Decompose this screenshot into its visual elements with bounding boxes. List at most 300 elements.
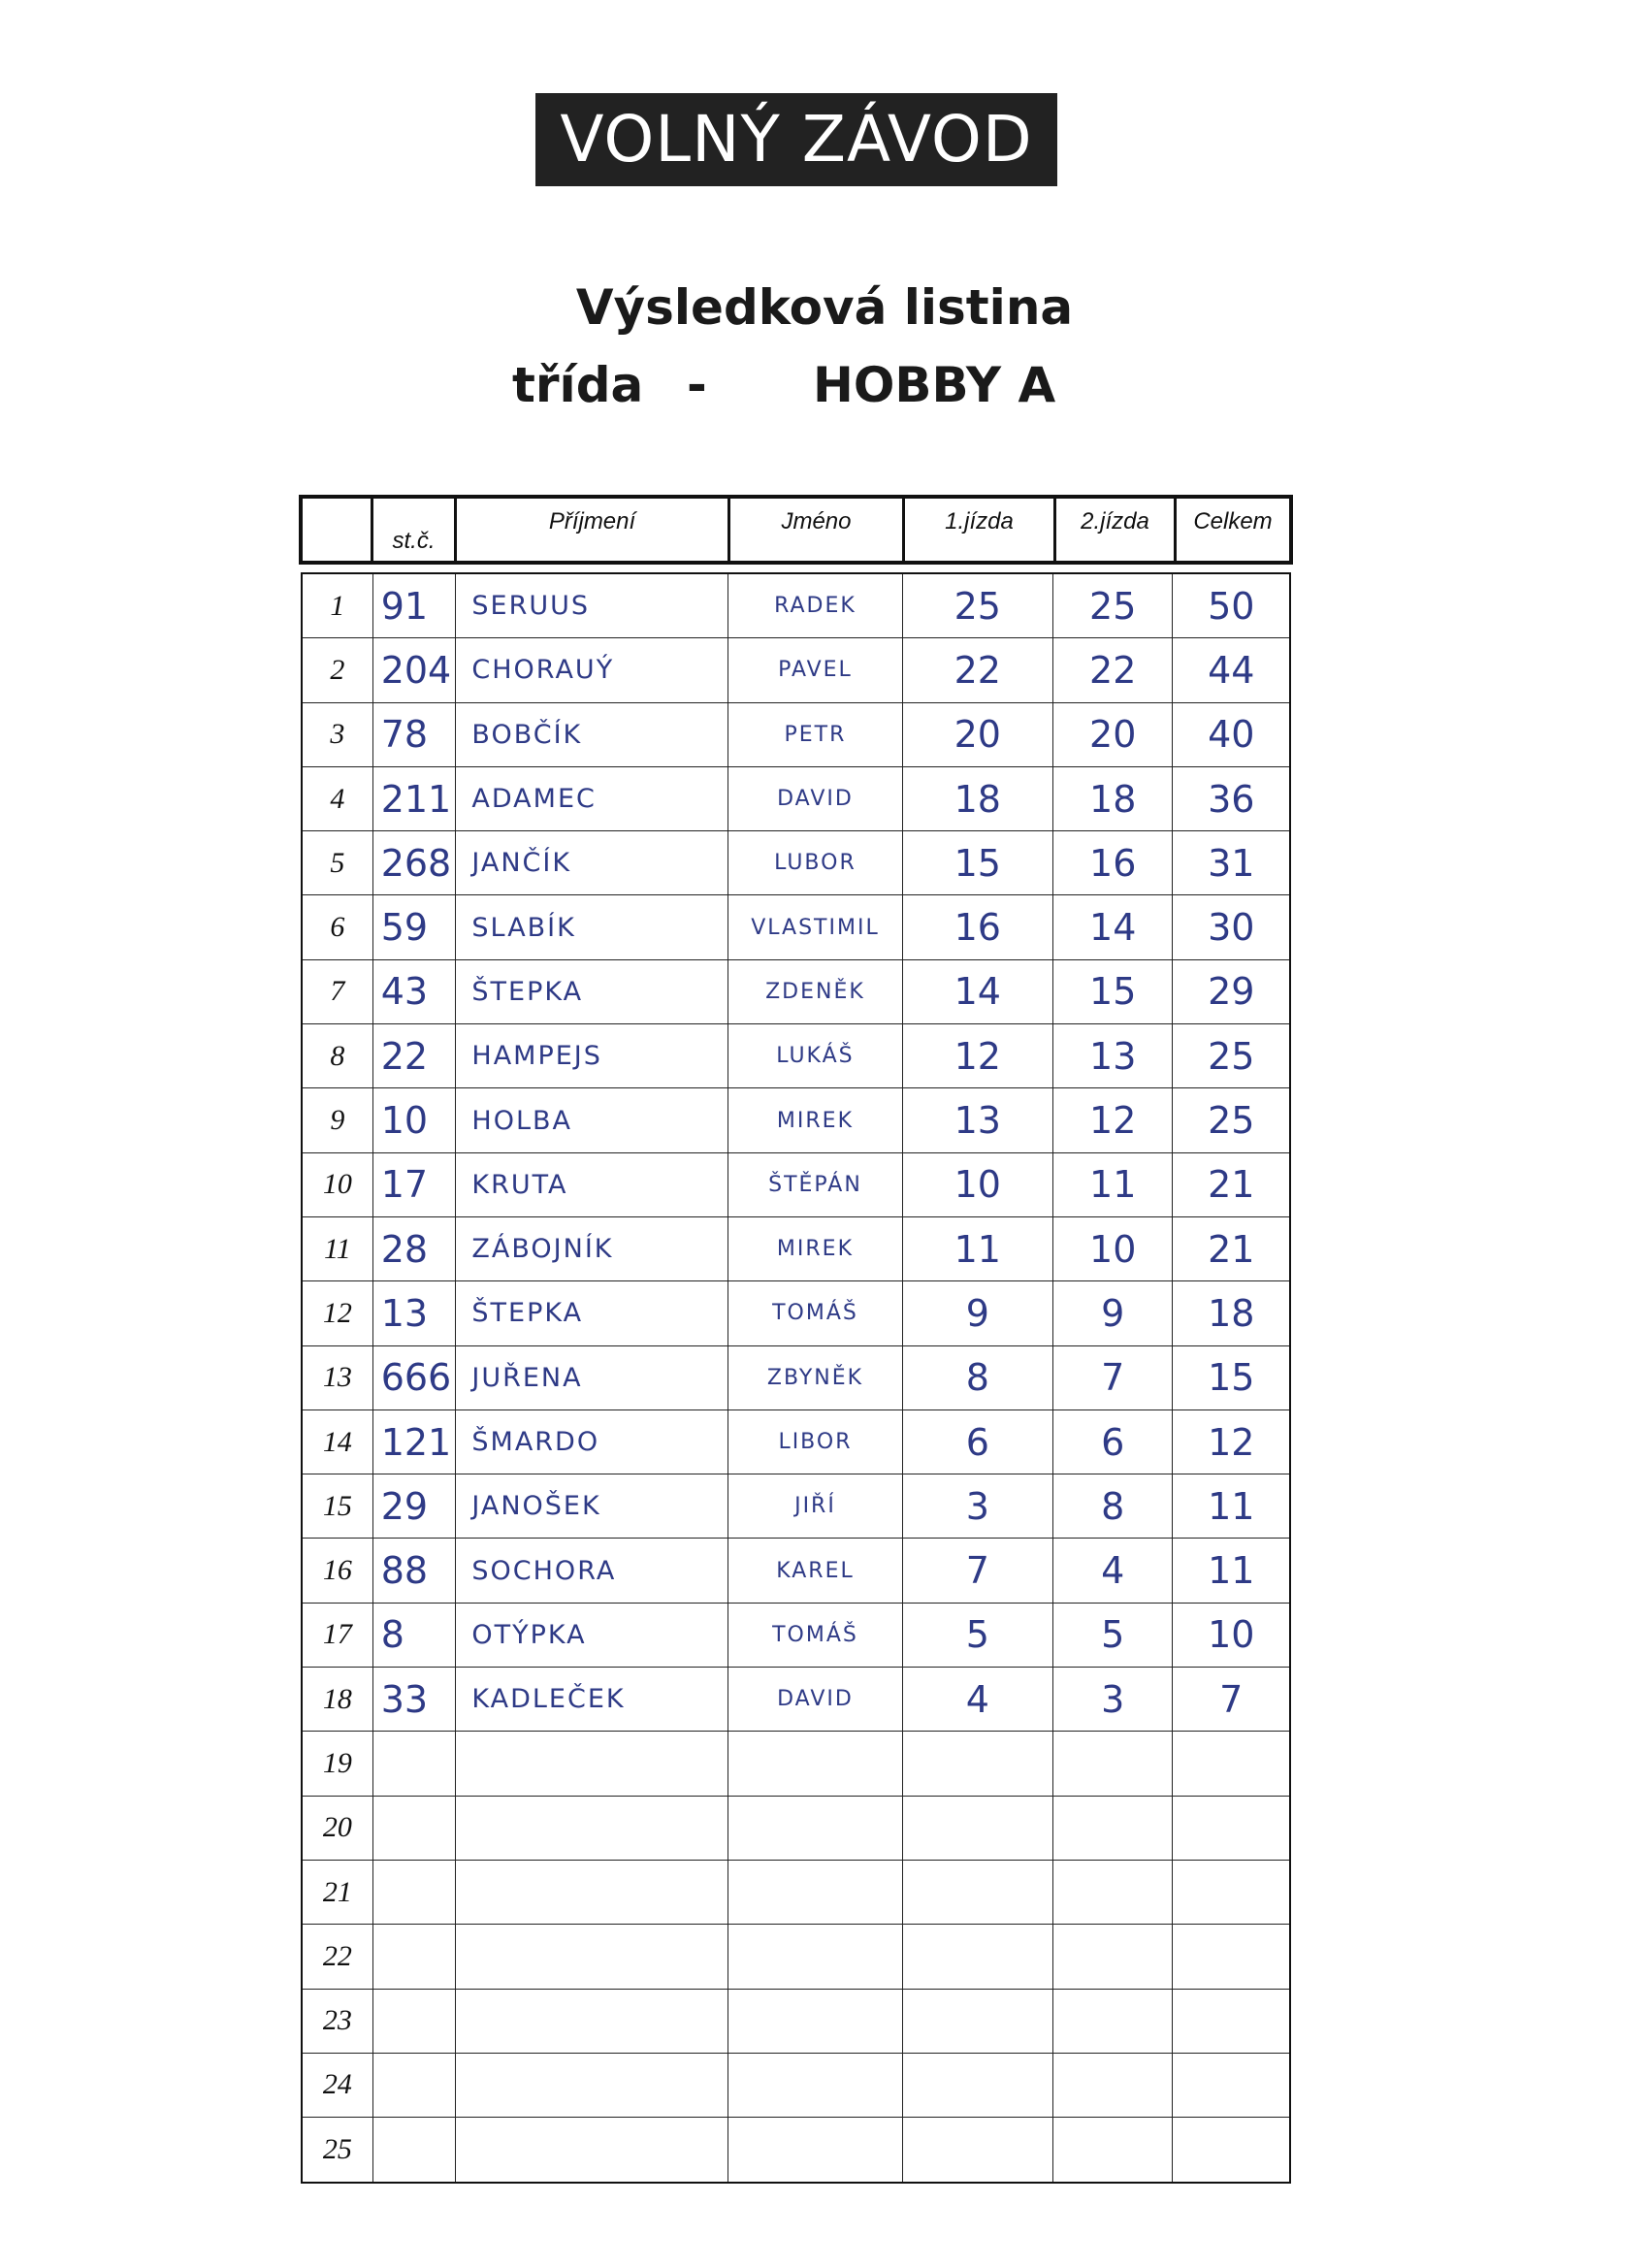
start-number-cell <box>372 1604 456 1667</box>
total-value: 50 <box>1208 584 1255 628</box>
first-name-value: KAREL <box>776 1558 855 1583</box>
ride-2-value: 11 <box>1089 1163 1137 1207</box>
start-number-cell <box>372 1410 456 1474</box>
ride-2-value: 15 <box>1089 970 1137 1014</box>
start-number-cell <box>372 767 456 830</box>
table-row <box>303 1990 1289 2054</box>
start-number-value: 33 <box>380 1677 429 1721</box>
ride-2-value: 8 <box>1101 1484 1125 1528</box>
ride-1-cell <box>902 1088 1052 1151</box>
ride-1-cell <box>902 1861 1052 1924</box>
header-ride-2: 2.jízda <box>1053 499 1174 561</box>
first-name-cell <box>728 1604 901 1667</box>
position-cell: 19 <box>322 1746 352 1779</box>
position-cell: 17 <box>322 1618 352 1651</box>
ride-1-value: 25 <box>954 584 1001 628</box>
total-value: 31 <box>1208 841 1255 885</box>
position-cell: 9 <box>330 1104 345 1137</box>
ride-1-cell <box>902 574 1052 637</box>
first-name-cell <box>728 1088 901 1151</box>
first-name-cell <box>728 1861 901 1924</box>
ride-2-cell <box>1052 1024 1173 1087</box>
surname-cell <box>455 1797 728 1860</box>
surname-cell <box>455 638 728 701</box>
table-row <box>303 638 1289 702</box>
total-value: 30 <box>1208 906 1255 950</box>
total-cell <box>1172 1153 1289 1216</box>
ride-2-value: 13 <box>1089 1034 1137 1078</box>
ride-1-value: 3 <box>965 1484 989 1528</box>
surname-value: HAMPEJS <box>471 1041 602 1072</box>
total-cell <box>1172 895 1289 958</box>
position-cell: 22 <box>322 1939 352 1972</box>
surname-cell <box>455 1990 728 2053</box>
total-cell <box>1172 1474 1289 1538</box>
ride-2-value: 14 <box>1089 906 1137 950</box>
start-number-value: 10 <box>380 1099 429 1143</box>
ride-1-value: 9 <box>965 1291 989 1335</box>
surname-cell <box>455 1668 728 1731</box>
start-number-cell <box>372 1281 456 1345</box>
position-cell: 1 <box>330 589 345 622</box>
ride-2-cell <box>1052 1346 1173 1409</box>
total-cell <box>1172 1861 1289 1924</box>
ride-1-value: 8 <box>965 1356 989 1400</box>
ride-2-value: 5 <box>1101 1613 1125 1657</box>
table-row <box>303 1217 1289 1281</box>
first-name-value: DAVID <box>777 1687 854 1712</box>
first-name-value: JIŘÍ <box>794 1494 836 1519</box>
start-number-value: 8 <box>380 1613 404 1657</box>
start-number-cell <box>372 1668 456 1731</box>
start-number-cell <box>372 831 456 894</box>
first-name-value: LUBOR <box>774 851 857 876</box>
table-row <box>303 1539 1289 1603</box>
first-name-value: TOMÁŠ <box>772 1622 858 1647</box>
first-name-cell <box>728 1668 901 1731</box>
first-name-cell <box>728 2054 901 2117</box>
total-cell <box>1172 767 1289 830</box>
first-name-value: ŠTĚPÁN <box>768 1172 862 1197</box>
start-number-cell <box>372 1990 456 2053</box>
table-row <box>303 574 1289 638</box>
document-title: Výsledková listina <box>575 279 1074 336</box>
header-position <box>303 499 371 561</box>
first-name-value: ZDENĚK <box>765 979 865 1004</box>
ride-1-cell <box>902 1604 1052 1667</box>
start-number-value: 666 <box>380 1356 452 1400</box>
position-cell: 13 <box>322 1361 352 1394</box>
ride-1-cell <box>902 1732 1052 1795</box>
table-row <box>303 1861 1289 1925</box>
surname-cell <box>455 1217 728 1280</box>
total-cell <box>1172 1346 1289 1409</box>
surname-cell <box>455 2118 728 2182</box>
header-total: Celkem <box>1174 499 1289 561</box>
first-name-value: PETR <box>784 722 847 747</box>
ride-2-cell <box>1052 1153 1173 1216</box>
header-ride-1: 1.jízda <box>902 499 1053 561</box>
first-name-value: MIREK <box>776 1108 855 1133</box>
position-cell: 7 <box>330 975 345 1008</box>
start-number-value: 28 <box>380 1227 429 1271</box>
total-cell <box>1172 574 1289 637</box>
first-name-cell <box>728 638 901 701</box>
ride-2-cell <box>1052 1797 1173 1860</box>
ride-1-cell <box>902 1797 1052 1860</box>
total-value: 11 <box>1208 1549 1255 1593</box>
table-row <box>303 895 1289 959</box>
header-surname: Příjmení <box>454 499 728 561</box>
ride-2-value: 16 <box>1089 841 1137 885</box>
start-number-cell <box>372 2054 456 2117</box>
surname-value: ŠTEPKA <box>471 976 584 1007</box>
ride-2-value: 7 <box>1101 1356 1125 1400</box>
position-cell: 11 <box>323 1232 351 1265</box>
class-dash: - <box>687 357 707 413</box>
ride-1-value: 7 <box>965 1549 989 1593</box>
total-value: 40 <box>1208 713 1255 757</box>
start-number-value: 91 <box>380 584 429 628</box>
first-name-value: PAVEL <box>778 658 853 683</box>
ride-1-value: 13 <box>954 1099 1001 1143</box>
ride-2-cell <box>1052 1732 1173 1795</box>
surname-value: HOLBA <box>471 1105 572 1136</box>
start-number-cell <box>372 1797 456 1860</box>
class-name: HOBBY A <box>813 357 1056 413</box>
total-value: 21 <box>1208 1163 1255 1207</box>
first-name-value: VLASTIMIL <box>751 915 880 940</box>
table-row <box>303 1732 1289 1796</box>
surname-value: KRUTA <box>471 1169 568 1200</box>
surname-value: SOCHORA <box>471 1555 617 1586</box>
position-cell: 6 <box>330 911 345 944</box>
total-cell <box>1172 1990 1289 2053</box>
table-row <box>303 767 1289 831</box>
start-number-cell <box>372 895 456 958</box>
table-row <box>303 831 1289 895</box>
surname-cell <box>455 1604 728 1667</box>
ride-1-cell <box>902 831 1052 894</box>
total-cell <box>1172 2118 1289 2182</box>
start-number-value: 204 <box>380 648 452 692</box>
surname-value: JUŘENA <box>471 1362 583 1393</box>
start-number-cell <box>372 1925 456 1988</box>
ride-1-cell <box>902 1281 1052 1345</box>
ride-2-cell <box>1052 2118 1173 2182</box>
ride-2-value: 9 <box>1101 1291 1125 1335</box>
ride-2-value: 6 <box>1101 1420 1125 1464</box>
start-number-cell <box>372 703 456 766</box>
surname-value: JANOŠEK <box>471 1491 601 1522</box>
total-cell <box>1172 638 1289 701</box>
table-row <box>303 703 1289 767</box>
ride-1-value: 20 <box>954 713 1001 757</box>
surname-cell <box>455 1410 728 1474</box>
total-cell <box>1172 960 1289 1023</box>
table-row <box>303 1088 1289 1152</box>
ride-2-cell <box>1052 1990 1173 2053</box>
ride-2-cell <box>1052 2054 1173 2117</box>
position-cell: 21 <box>322 1875 352 1908</box>
results-header <box>299 495 1293 565</box>
total-cell <box>1172 1410 1289 1474</box>
position-cell: 15 <box>322 1489 352 1522</box>
ride-1-cell <box>902 638 1052 701</box>
ride-2-value: 18 <box>1089 777 1137 821</box>
first-name-cell <box>728 1217 901 1280</box>
total-cell <box>1172 1604 1289 1667</box>
table-row <box>303 1410 1289 1474</box>
start-number-value: 59 <box>380 906 429 950</box>
start-number-value: 22 <box>380 1034 429 1078</box>
ride-2-value: 20 <box>1089 713 1137 757</box>
header-start-number: st.č. <box>371 499 454 561</box>
total-cell <box>1172 703 1289 766</box>
first-name-cell <box>728 703 901 766</box>
first-name-value: ZBYNĚK <box>766 1365 864 1390</box>
surname-value: ADAMEC <box>471 784 597 815</box>
ride-2-cell <box>1052 1861 1173 1924</box>
position-cell: 4 <box>330 782 345 815</box>
ride-2-cell <box>1052 1925 1173 1988</box>
first-name-value: MIREK <box>776 1237 855 1262</box>
start-number-cell <box>372 1153 456 1216</box>
position-cell: 20 <box>322 1811 352 1844</box>
first-name-cell <box>728 1346 901 1409</box>
start-number-value: 268 <box>380 841 452 885</box>
ride-1-cell <box>902 1668 1052 1731</box>
total-cell <box>1172 1088 1289 1151</box>
ride-1-value: 5 <box>965 1613 989 1657</box>
ride-1-cell <box>902 1990 1052 2053</box>
ride-1-value: 4 <box>965 1677 989 1721</box>
position-cell: 12 <box>322 1296 352 1329</box>
ride-2-cell <box>1052 960 1173 1023</box>
start-number-cell <box>372 2118 456 2182</box>
surname-value: KADLEČEK <box>471 1684 626 1715</box>
total-value: 11 <box>1208 1484 1255 1528</box>
start-number-value: 17 <box>380 1163 429 1207</box>
surname-cell <box>455 1024 728 1087</box>
table-row <box>303 1281 1289 1345</box>
total-cell <box>1172 1217 1289 1280</box>
position-cell: 25 <box>322 2133 352 2166</box>
ride-1-value: 16 <box>954 906 1001 950</box>
first-name-cell <box>728 1153 901 1216</box>
first-name-value: RADEK <box>774 594 857 619</box>
surname-value: SLABÍK <box>471 912 576 943</box>
total-value: 21 <box>1208 1227 1255 1271</box>
first-name-cell <box>728 767 901 830</box>
table-row <box>303 960 1289 1024</box>
start-number-value: 13 <box>380 1291 429 1335</box>
class-line <box>0 357 1649 415</box>
ride-1-cell <box>902 1539 1052 1602</box>
start-number-cell <box>372 1346 456 1409</box>
table-row <box>303 1925 1289 1989</box>
total-cell <box>1172 1024 1289 1087</box>
ride-2-value: 10 <box>1089 1227 1137 1271</box>
first-name-cell <box>728 1732 901 1795</box>
surname-value: OTÝPKA <box>471 1619 587 1650</box>
surname-cell <box>455 574 728 637</box>
surname-cell <box>455 1474 728 1538</box>
first-name-value: TOMÁŠ <box>772 1301 858 1326</box>
start-number-cell <box>372 1217 456 1280</box>
ride-2-cell <box>1052 703 1173 766</box>
first-name-cell <box>728 1474 901 1538</box>
event-banner: VOLNÝ ZÁVOD <box>535 93 1057 186</box>
position-cell: 24 <box>322 2068 352 2101</box>
surname-cell <box>455 1539 728 1602</box>
start-number-cell <box>372 1861 456 1924</box>
ride-2-cell <box>1052 1668 1173 1731</box>
total-value: 15 <box>1208 1356 1255 1400</box>
start-number-value: 88 <box>380 1549 429 1593</box>
surname-cell <box>455 1732 728 1795</box>
total-cell <box>1172 2054 1289 2117</box>
table-row <box>303 1474 1289 1539</box>
start-number-cell <box>372 960 456 1023</box>
ride-1-value: 6 <box>965 1420 989 1464</box>
total-cell <box>1172 1732 1289 1795</box>
ride-1-value: 18 <box>954 777 1001 821</box>
start-number-cell <box>372 1474 456 1538</box>
table-row <box>303 2054 1289 2118</box>
position-cell: 10 <box>322 1168 352 1201</box>
ride-2-value: 12 <box>1089 1099 1137 1143</box>
total-value: 18 <box>1208 1291 1255 1335</box>
surname-cell <box>455 1346 728 1409</box>
ride-1-cell <box>902 1410 1052 1474</box>
total-cell <box>1172 1925 1289 1988</box>
surname-value: ZÁBOJNÍK <box>471 1234 614 1265</box>
first-name-cell <box>728 1925 901 1988</box>
ride-1-cell <box>902 2118 1052 2182</box>
ride-2-value: 3 <box>1101 1677 1125 1721</box>
start-number-value: 78 <box>380 713 429 757</box>
position-cell: 16 <box>322 1554 352 1587</box>
surname-cell <box>455 2054 728 2117</box>
first-name-value: DAVID <box>777 787 854 812</box>
ride-1-value: 15 <box>954 841 1001 885</box>
surname-value: JANČÍK <box>471 848 572 879</box>
surname-value: ŠTEPKA <box>471 1298 584 1329</box>
table-row <box>303 1797 1289 1861</box>
ride-1-cell <box>902 1346 1052 1409</box>
ride-2-value: 25 <box>1089 584 1137 628</box>
position-cell: 5 <box>330 846 345 879</box>
ride-2-cell <box>1052 895 1173 958</box>
surname-cell <box>455 703 728 766</box>
ride-1-value: 12 <box>954 1034 1001 1078</box>
first-name-cell <box>728 2118 901 2182</box>
first-name-cell <box>728 895 901 958</box>
table-row <box>303 1024 1289 1088</box>
start-number-cell <box>372 638 456 701</box>
ride-2-cell <box>1052 767 1173 830</box>
ride-2-cell <box>1052 574 1173 637</box>
ride-1-cell <box>902 767 1052 830</box>
start-number-cell <box>372 574 456 637</box>
ride-2-cell <box>1052 1474 1173 1538</box>
ride-1-value: 14 <box>954 970 1001 1014</box>
total-cell <box>1172 1797 1289 1860</box>
first-name-cell <box>728 1539 901 1602</box>
first-name-cell <box>728 574 901 637</box>
surname-value: CHORAUÝ <box>471 655 615 686</box>
total-value: 25 <box>1208 1099 1255 1143</box>
ride-1-cell <box>902 1217 1052 1280</box>
position-cell: 18 <box>322 1682 352 1715</box>
start-number-cell <box>372 1539 456 1602</box>
surname-cell <box>455 960 728 1023</box>
surname-cell <box>455 1153 728 1216</box>
ride-1-value: 22 <box>954 648 1001 692</box>
start-number-value: 43 <box>380 970 429 1014</box>
ride-2-cell <box>1052 1281 1173 1345</box>
ride-2-cell <box>1052 1410 1173 1474</box>
total-value: 7 <box>1219 1677 1244 1721</box>
ride-1-cell <box>902 895 1052 958</box>
first-name-value: LIBOR <box>778 1430 853 1454</box>
total-value: 10 <box>1208 1613 1255 1657</box>
ride-1-cell <box>902 1474 1052 1538</box>
header-first-name: Jméno <box>728 499 902 561</box>
start-number-value: 29 <box>380 1484 429 1528</box>
first-name-cell <box>728 1024 901 1087</box>
surname-cell <box>455 1088 728 1151</box>
surname-cell <box>455 1861 728 1924</box>
first-name-cell <box>728 960 901 1023</box>
ride-1-cell <box>902 1153 1052 1216</box>
surname-value: BOBČÍK <box>471 719 583 750</box>
table-row <box>303 2118 1289 2182</box>
total-cell <box>1172 1281 1289 1345</box>
total-value: 25 <box>1208 1034 1255 1078</box>
ride-1-value: 10 <box>954 1163 1001 1207</box>
first-name-cell <box>728 1797 901 1860</box>
ride-2-value: 22 <box>1089 648 1137 692</box>
surname-cell <box>455 767 728 830</box>
total-value: 44 <box>1208 648 1255 692</box>
first-name-value: LUKÁŠ <box>776 1044 855 1069</box>
surname-cell <box>455 895 728 958</box>
total-value: 12 <box>1208 1420 1255 1464</box>
position-cell: 2 <box>330 653 345 686</box>
ride-2-cell <box>1052 1088 1173 1151</box>
class-label: třída <box>512 357 644 413</box>
ride-1-value: 11 <box>954 1227 1001 1271</box>
ride-1-cell <box>902 703 1052 766</box>
table-row <box>303 1604 1289 1668</box>
ride-2-cell <box>1052 831 1173 894</box>
start-number-value: 211 <box>380 777 452 821</box>
surname-cell <box>455 831 728 894</box>
total-value: 36 <box>1208 777 1255 821</box>
table-row <box>303 1153 1289 1217</box>
results-table <box>301 572 1291 2184</box>
surname-value: SERUUS <box>471 591 591 622</box>
ride-1-cell <box>902 960 1052 1023</box>
start-number-cell <box>372 1024 456 1087</box>
start-number-value: 121 <box>380 1420 452 1464</box>
first-name-cell <box>728 1410 901 1474</box>
ride-2-cell <box>1052 1604 1173 1667</box>
surname-cell <box>455 1281 728 1345</box>
position-cell: 23 <box>322 2004 352 2037</box>
